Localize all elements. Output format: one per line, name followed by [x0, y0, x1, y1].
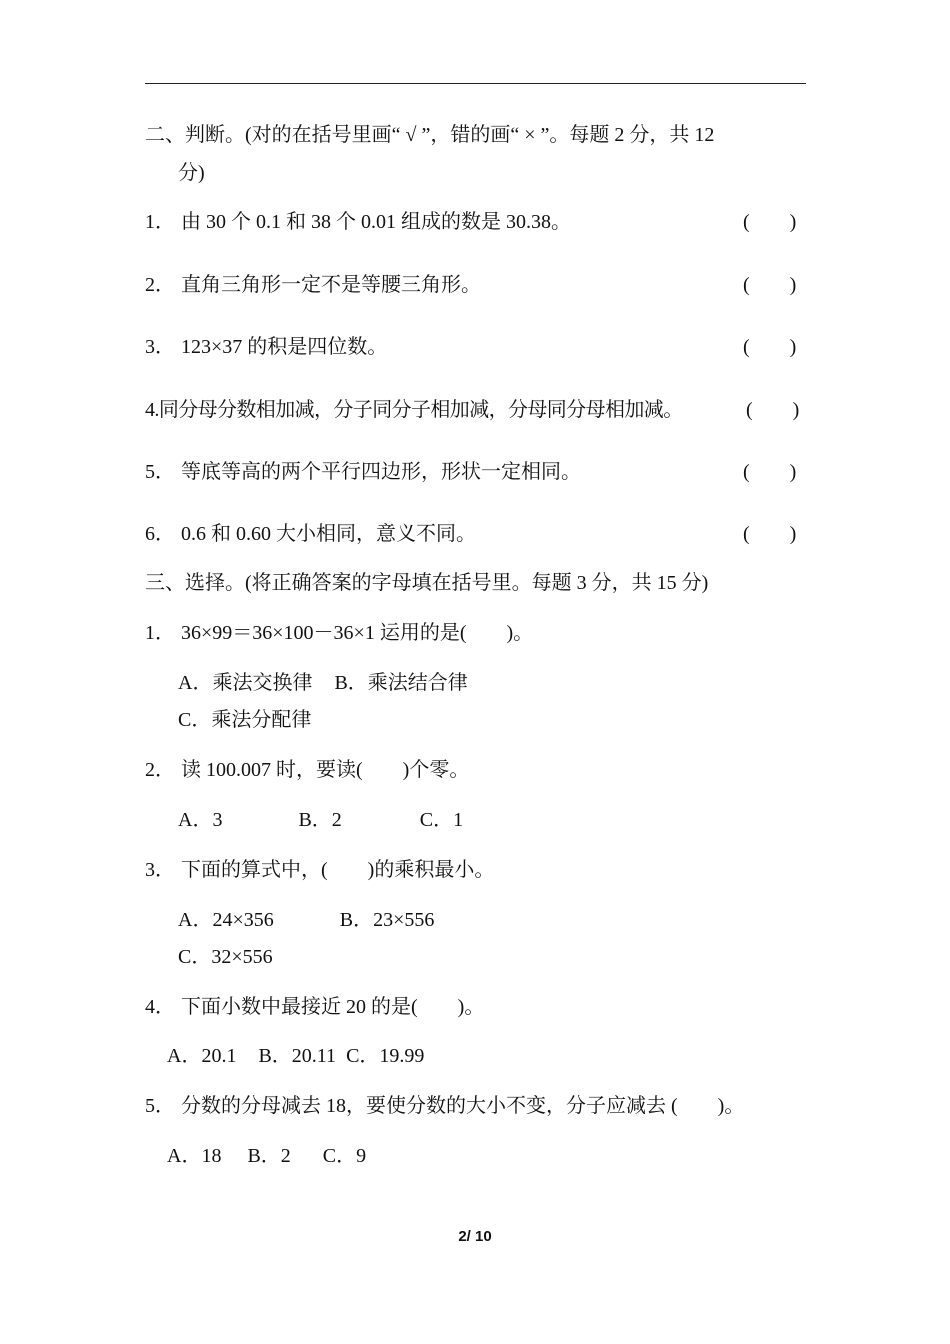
- item-number: 3．: [145, 859, 175, 881]
- q4-options: [167, 1043, 424, 1069]
- option-a[interactable]: A．18: [167, 1145, 222, 1167]
- question-text: 下面小数中最接近 20 的是( )。: [181, 996, 485, 1018]
- option-b[interactable]: B．2: [247, 1145, 291, 1167]
- item-number: 6．: [145, 523, 175, 545]
- item-number: 3．: [145, 336, 175, 358]
- option-c[interactable]: C．19.99: [346, 1045, 425, 1067]
- item-number: 5．: [145, 461, 175, 483]
- option-a[interactable]: A．20.1: [167, 1045, 237, 1067]
- answer-bracket-4[interactable]: ( ): [746, 399, 800, 421]
- question-text: 36×99＝36×100－36×1 运用的是( )。: [181, 622, 534, 644]
- item-number: 2．: [145, 274, 175, 296]
- answer-bracket-6[interactable]: ( ): [743, 523, 797, 545]
- option-c[interactable]: C．1: [419, 809, 464, 831]
- item-text: 123×37 的积是四位数。: [181, 336, 388, 358]
- judge-item-6: [145, 521, 476, 547]
- q5-options: [167, 1143, 366, 1169]
- choice-question-2: [145, 757, 469, 783]
- question-text: 分数的分母减去 18，要使分数的大小不变，分子应减去 ( )。: [181, 1095, 745, 1117]
- answer-bracket-3[interactable]: ( ): [743, 336, 797, 358]
- option-b[interactable]: B．23×556: [339, 909, 435, 931]
- answer-bracket-5[interactable]: ( ): [743, 461, 797, 483]
- item-number: 2．: [145, 759, 175, 781]
- choice-question-4: [145, 994, 484, 1020]
- q1-options-row2: [178, 707, 311, 733]
- item-number: 5．: [145, 1095, 175, 1117]
- choice-question-5: [145, 1093, 744, 1119]
- choice-question-3: [145, 857, 494, 883]
- item-text: 0.6 和 0.60 大小相同，意义不同。: [181, 523, 476, 545]
- judge-item-3: [145, 334, 387, 360]
- option-b[interactable]: B．20.11: [258, 1045, 337, 1067]
- q1-options-row1: [178, 670, 468, 696]
- item-text: 由 30 个 0.1 和 38 个 0.01 组成的数是 30.38。: [181, 211, 571, 233]
- option-a[interactable]: A．24×356: [178, 909, 274, 931]
- page-number: 2/ 10: [458, 1228, 492, 1245]
- q3-options-row1: [178, 907, 434, 933]
- section2-heading-cont: 分): [178, 162, 205, 184]
- section3-heading: 三、选择。(将正确答案的字母填在括号里。每题 3 分，共 15 分): [145, 572, 709, 594]
- q3-options-row2: [178, 944, 273, 970]
- item-text: 直角三角形一定不是等腰三角形。: [181, 274, 481, 296]
- option-b[interactable]: B．2: [298, 809, 342, 831]
- item-number: 1．: [145, 622, 175, 644]
- item-number: 4.: [145, 399, 159, 421]
- answer-bracket-1[interactable]: ( ): [743, 211, 797, 233]
- item-number: 1．: [145, 211, 175, 233]
- item-number: 4．: [145, 996, 175, 1018]
- choice-question-1: [145, 620, 533, 646]
- option-b[interactable]: B．乘法结合律: [334, 672, 468, 694]
- question-text: 下面的算式中，( )的乘积最小。: [181, 859, 495, 881]
- item-text: 等底等高的两个平行四边形，形状一定相同。: [181, 461, 581, 483]
- option-a[interactable]: A．3: [178, 809, 223, 831]
- judge-item-1: [145, 209, 571, 235]
- header-rule: [145, 83, 806, 84]
- option-c[interactable]: C．9: [322, 1145, 367, 1167]
- section2-heading: 二、判断。(对的在括号里画“ √ ”，错的画“ × ”。每题 2 分，共 12: [145, 124, 715, 146]
- answer-bracket-2[interactable]: ( ): [743, 274, 797, 296]
- option-c[interactable]: C．乘法分配律: [178, 709, 312, 731]
- item-text: 同分母分数相加减，分子同分子相加减，分母同分母相加减。: [158, 399, 683, 421]
- judge-item-2: [145, 272, 481, 298]
- judge-item-4: [145, 397, 683, 423]
- q2-options: [178, 807, 463, 833]
- option-a[interactable]: A．乘法交换律: [178, 672, 313, 694]
- option-c[interactable]: C．32×556: [178, 946, 273, 968]
- judge-item-5: [145, 459, 581, 485]
- question-text: 读 100.007 时，要读( )个零。: [181, 759, 470, 781]
